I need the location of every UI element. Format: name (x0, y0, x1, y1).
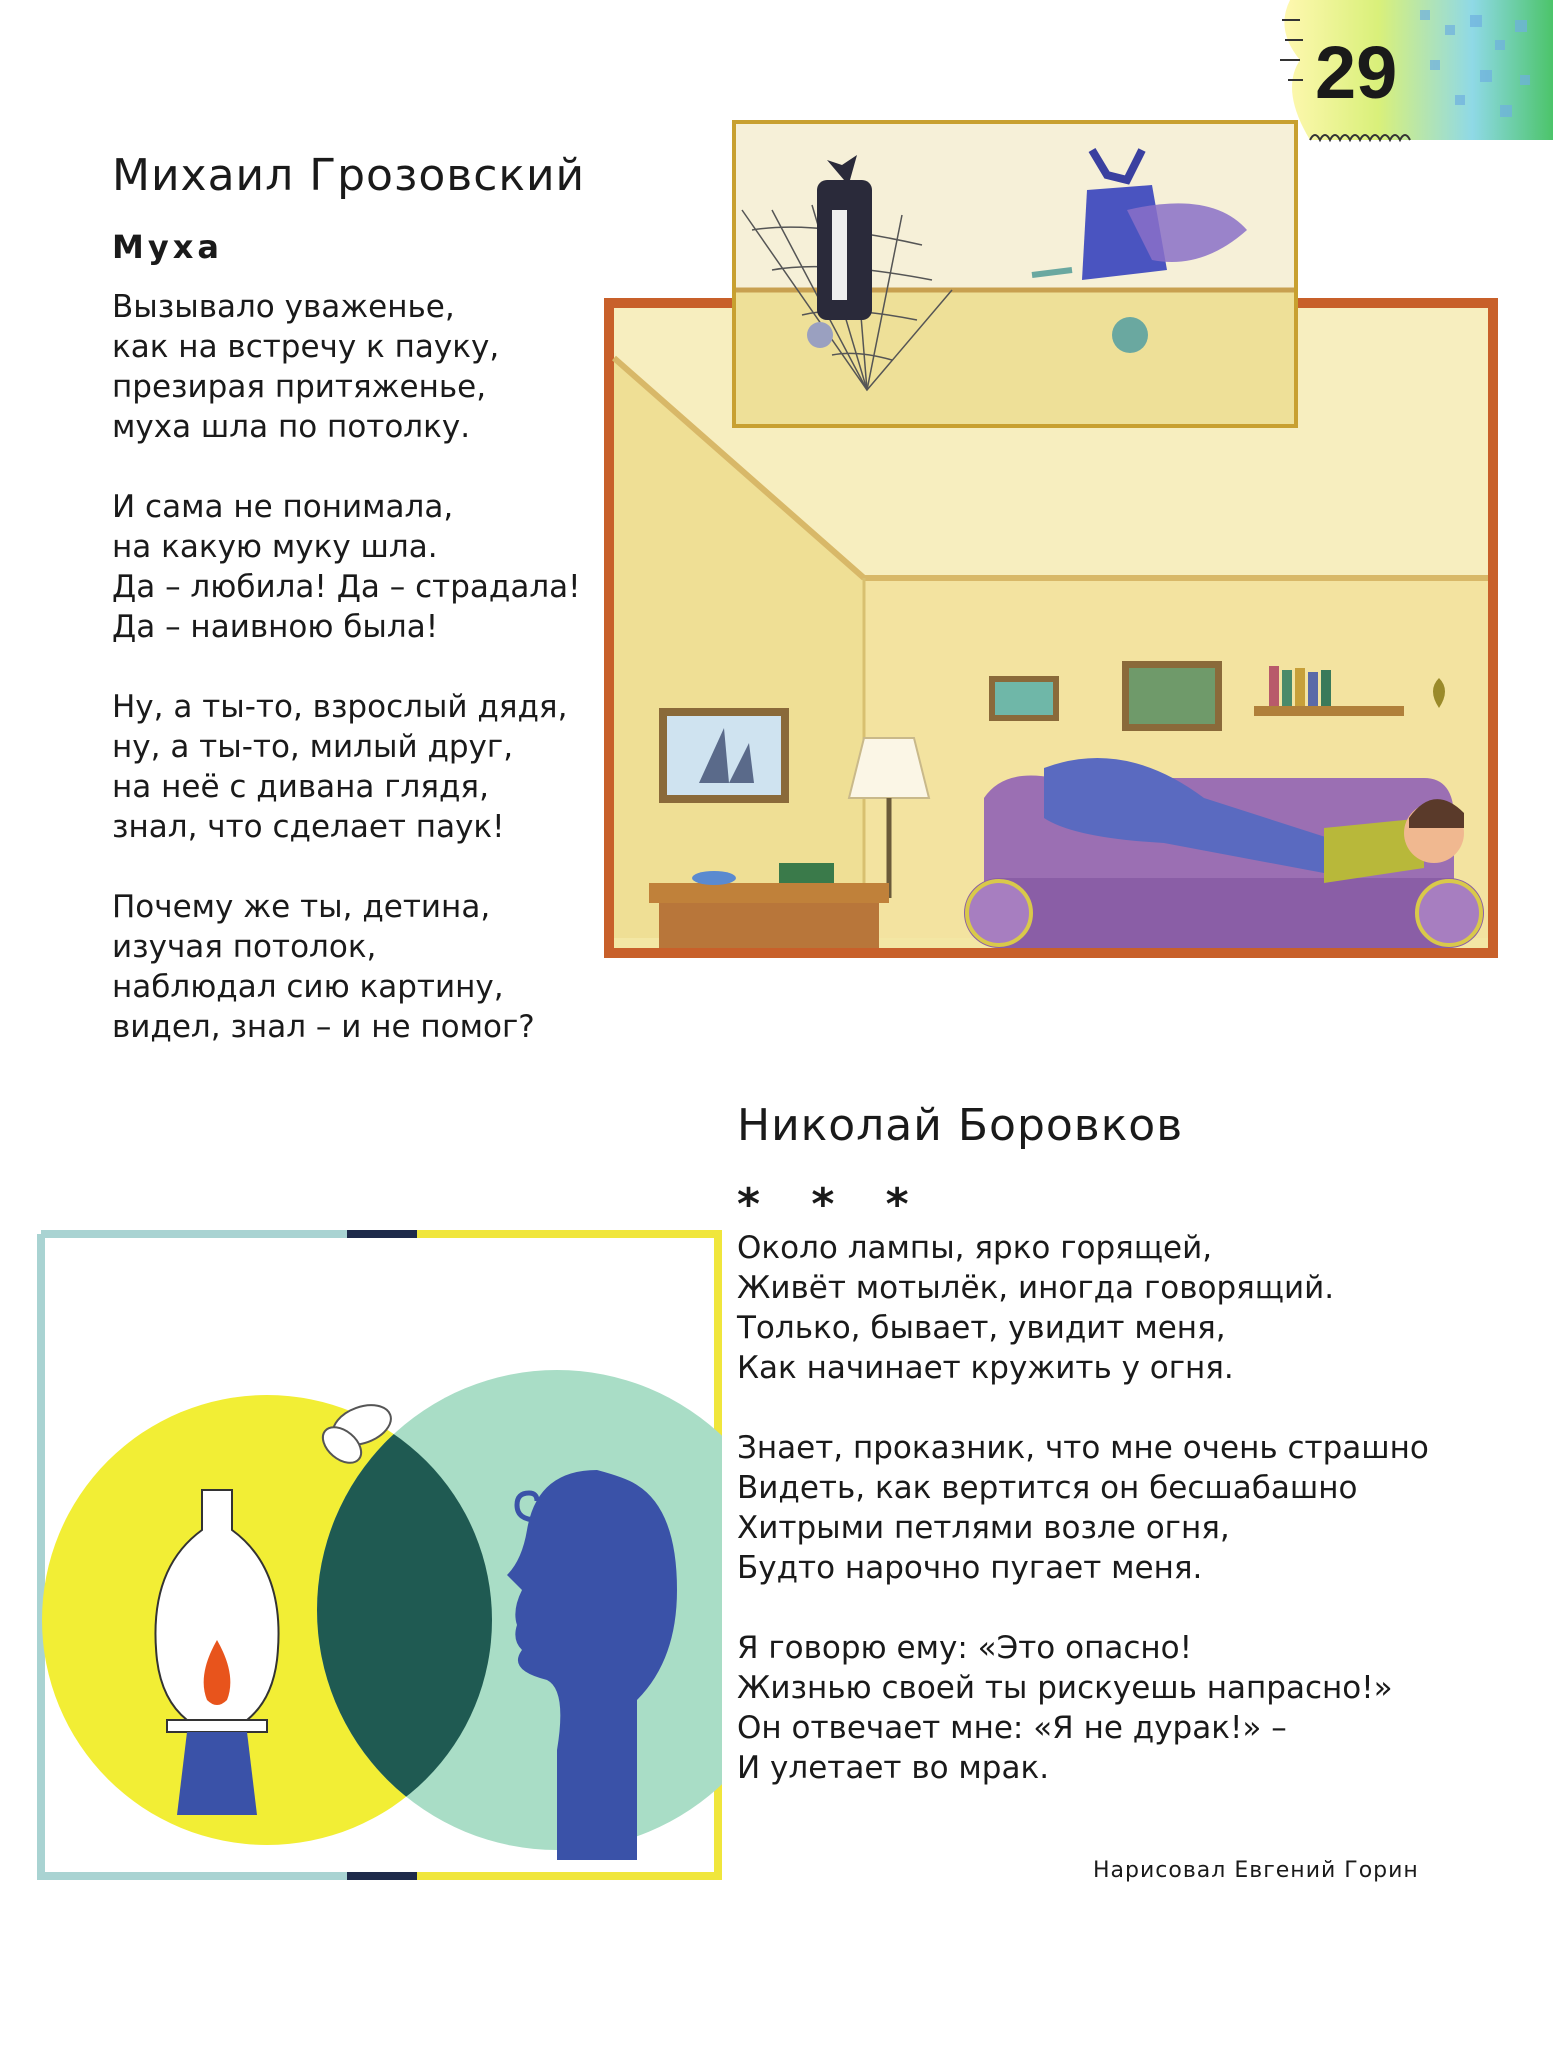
poem-line: знал, что сделает паук! (112, 809, 505, 845)
poem1-body (112, 287, 612, 1087)
poem-line: И улетает во мрак. (737, 1750, 1050, 1786)
poem-line: Жизнью своей ты рискуешь напрасно!» (737, 1670, 1393, 1706)
poem1-stanza-3 (112, 687, 612, 847)
poem1-stanza-2 (112, 487, 612, 647)
poem-line: Только, бывает, увидит меня, (737, 1310, 1226, 1346)
poem-line: Я говорю ему: «Это опасно! (737, 1630, 1193, 1666)
poem-line: как на встречу к пауку, (112, 329, 500, 365)
poem1-stanza-4 (112, 887, 612, 1047)
poem-line: Знает, проказник, что мне очень страшно (737, 1430, 1429, 1466)
poem1-author: Михаил Грозовский (112, 150, 586, 201)
poem2-stanza-2 (737, 1428, 1477, 1588)
poem-line: Он отвечает мне: «Я не дурак!» – (737, 1710, 1287, 1746)
poem-line: Около лампы, ярко горящей, (737, 1230, 1213, 1266)
poem-line: на какую муку шла. (112, 529, 438, 565)
page-number: 29 (1315, 31, 1398, 114)
poem2-stanza-3 (737, 1628, 1477, 1788)
poem-line: Видеть, как вертится он бесшабашно (737, 1470, 1358, 1506)
poem2-stanza-1 (737, 1228, 1477, 1388)
poem-line: И сама не понимала, (112, 489, 454, 525)
poem-line: видел, знал – и не помог? (112, 1009, 535, 1045)
poem2-body (737, 1228, 1477, 1828)
illustration-credit: Нарисовал Евгений Горин (1093, 1858, 1419, 1883)
poem-line: Хитрыми петлями возле огня, (737, 1510, 1230, 1546)
poem2-title: * * * (737, 1179, 927, 1230)
poem2-author: Николай Боровков (737, 1100, 1184, 1151)
poem-line: изучая потолок, (112, 929, 377, 965)
ceiling-picture (732, 120, 1298, 428)
poem-line: Вызывало уваженье, (112, 289, 455, 325)
poem1-stanza-1 (112, 287, 612, 447)
poem-line: Ну, а ты-то, взрослый дядя, (112, 689, 568, 725)
poem-line: Как начинает кружить у огня. (737, 1350, 1234, 1386)
poem-line: Живёт мотылёк, иногда говорящий. (737, 1270, 1335, 1306)
poem-line: Да – наивною была! (112, 609, 439, 645)
moth-illustration (37, 1230, 722, 1880)
moth-picture (37, 1230, 722, 1880)
poem-line: презирая притяженье, (112, 369, 487, 405)
poem1-title: Муха (112, 228, 223, 266)
poem-line: Будто нарочно пугает меня. (737, 1550, 1203, 1586)
ceiling-inset (732, 120, 1298, 428)
poem-line: на неё с дивана глядя, (112, 769, 489, 805)
poem-line: муха шла по потолку. (112, 409, 471, 445)
poem-line: ну, а ты-то, милый друг, (112, 729, 514, 765)
poem-line: наблюдал сию картину, (112, 969, 504, 1005)
page-number-tab-icon (1270, 0, 1553, 150)
poem-line: Да – любила! Да – страдала! (112, 569, 581, 605)
poem-line: Почему же ты, детина, (112, 889, 491, 925)
page-number-tab (1270, 0, 1553, 150)
